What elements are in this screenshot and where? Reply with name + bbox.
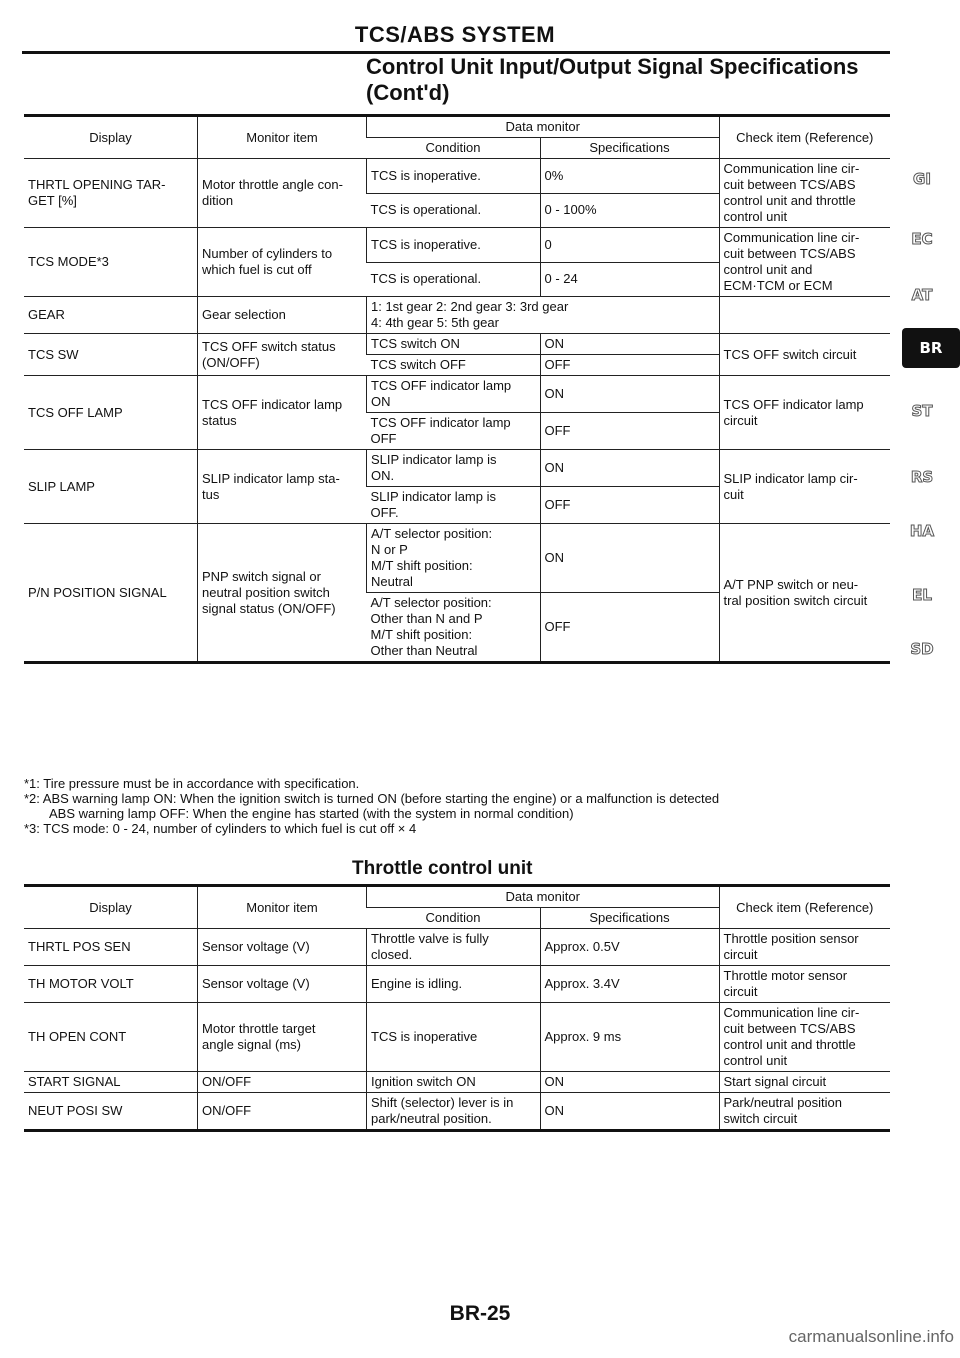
row-display: THRTL OPENING TAR- GET [%] bbox=[24, 159, 198, 228]
row-specification: OFF bbox=[540, 413, 719, 450]
row-check-item: Throttle position sensor circuit bbox=[719, 929, 890, 966]
row-specification: ON bbox=[540, 450, 719, 487]
row-specification: OFF bbox=[540, 487, 719, 524]
row-check-item: TCS OFF switch circuit bbox=[719, 334, 890, 376]
row-condition: Throttle valve is fully closed. bbox=[367, 929, 541, 966]
row-specification: Approx. 3.4V bbox=[540, 966, 719, 1003]
row-monitor-item: TCS OFF switch status (ON/OFF) bbox=[198, 334, 367, 376]
row-monitor-item: ON/OFF bbox=[198, 1093, 367, 1131]
footnote-2: *2: ABS warning lamp ON: When the ignition switch is turned ON (before starting the engine) or a malfunction is detected bbox=[24, 791, 720, 806]
row-specification: 0% bbox=[540, 159, 719, 194]
row-condition: Shift (selector) lever is in park/neutral position. bbox=[367, 1093, 541, 1131]
row-monitor-item: Sensor voltage (V) bbox=[198, 929, 367, 966]
table-row bbox=[24, 1093, 890, 1131]
col-header-condition: Condition bbox=[367, 138, 541, 159]
table-row bbox=[24, 966, 890, 1003]
col-header-monitor-item: Monitor item bbox=[198, 886, 367, 929]
row-check-item: Communication line cir- cuit between TCS/ABS control unit and throttle control unit bbox=[719, 1003, 890, 1072]
row-condition: TCS is inoperative. bbox=[367, 228, 541, 263]
section-tab-at: AT bbox=[911, 286, 933, 304]
row-specification: 0 bbox=[540, 228, 719, 263]
footnote-2-cont: ABS warning lamp OFF: When the engine has started (with the system in normal condition) bbox=[49, 806, 574, 821]
row-condition: TCS is inoperative. bbox=[367, 159, 541, 194]
section-tab-rs: RS bbox=[910, 468, 934, 486]
row-condition: TCS is inoperative bbox=[367, 1003, 541, 1072]
col-header-check-item: Check item (Reference) bbox=[719, 886, 890, 929]
watermark: carmanualsonline.info bbox=[788, 1327, 954, 1346]
col-header-condition: Condition bbox=[367, 908, 541, 929]
row-monitor-item: Motor throttle angle con- dition bbox=[198, 159, 367, 228]
row-condition: TCS OFF indicator lamp ON bbox=[367, 376, 541, 413]
table-row bbox=[24, 334, 890, 355]
col-header-check-item: Check item (Reference) bbox=[719, 116, 890, 159]
table-row bbox=[24, 1003, 890, 1072]
page-number: BR-25 bbox=[449, 1302, 511, 1325]
row-display: TCS OFF LAMP bbox=[24, 376, 198, 450]
row-specification: ON bbox=[540, 1093, 719, 1131]
row-check-item: TCS OFF indicator lamp circuit bbox=[719, 376, 890, 450]
col-header-data-monitor: Data monitor bbox=[367, 116, 720, 138]
row-display: NEUT POSI SW bbox=[24, 1093, 198, 1131]
row-monitor-item: Sensor voltage (V) bbox=[198, 966, 367, 1003]
row-condition: TCS is operational. bbox=[367, 193, 541, 228]
system-title: TCS/ABS SYSTEM bbox=[354, 22, 556, 47]
section-tab-st: ST bbox=[911, 402, 933, 420]
row-check-item: Communication line cir- cuit between TCS/ABS control unit and throttle control unit bbox=[719, 159, 890, 228]
col-header-data-monitor: Data monitor bbox=[367, 886, 720, 908]
row-monitor-item: Motor throttle target angle signal (ms) bbox=[198, 1003, 367, 1072]
col-header-specifications: Specifications bbox=[540, 908, 719, 929]
row-specification: ON bbox=[540, 376, 719, 413]
row-condition: Engine is idling. bbox=[367, 966, 541, 1003]
row-display: THRTL POS SEN bbox=[24, 929, 198, 966]
row-monitor-item: ON/OFF bbox=[198, 1072, 367, 1093]
col-header-display: Display bbox=[24, 116, 198, 159]
col-header-display: Display bbox=[24, 886, 198, 929]
row-monitor-item: Number of cylinders to which fuel is cut off bbox=[198, 228, 367, 297]
section-tab-ec: EC bbox=[911, 230, 933, 248]
section2-title: Throttle control unit bbox=[352, 858, 533, 879]
section-title bbox=[366, 54, 859, 106]
row-condition: Ignition switch ON bbox=[367, 1072, 541, 1093]
row-condition: TCS is operational. bbox=[367, 262, 541, 297]
row-check-item: SLIP indicator lamp cir- cuit bbox=[719, 450, 890, 524]
section-title-line1: Control Unit Input/Output Signal Specifications bbox=[366, 54, 859, 79]
row-check-item bbox=[719, 297, 890, 334]
row-specification: Approx. 9 ms bbox=[540, 1003, 719, 1072]
table-row bbox=[24, 228, 890, 263]
row-display: TH MOTOR VOLT bbox=[24, 966, 198, 1003]
section-title-line2: (Cont'd) bbox=[366, 80, 450, 105]
throttle-control-table bbox=[24, 884, 890, 1132]
col-header-specifications: Specifications bbox=[540, 138, 719, 159]
row-specification: ON bbox=[540, 524, 719, 593]
section-tab-ha: HA bbox=[909, 522, 935, 540]
row-check-item: Start signal circuit bbox=[719, 1072, 890, 1093]
row-specification: 0 - 24 bbox=[540, 262, 719, 297]
row-condition: SLIP indicator lamp is ON. bbox=[367, 450, 541, 487]
row-check-item: Communication line cir- cuit between TCS/ABS control unit and ECM·TCM or ECM bbox=[719, 228, 890, 297]
row-specification: 0 - 100% bbox=[540, 193, 719, 228]
row-data-monitor: 1: 1st gear 2: 2nd gear 3: 3rd gear 4: 4th gear 5: 5th gear bbox=[367, 297, 720, 334]
table-row bbox=[24, 524, 890, 593]
row-monitor-item: PNP switch signal or neutral position switch signal status (ON/OFF) bbox=[198, 524, 367, 663]
table-row bbox=[24, 297, 890, 334]
row-condition: TCS switch ON bbox=[367, 334, 541, 355]
table-row bbox=[24, 450, 890, 487]
row-display: TCS SW bbox=[24, 334, 198, 376]
row-monitor-item: Gear selection bbox=[198, 297, 367, 334]
section-tab-el: EL bbox=[912, 586, 932, 604]
row-display: TH OPEN CONT bbox=[24, 1003, 198, 1072]
row-condition: A/T selector position: N or P M/T shift position: Neutral bbox=[367, 524, 541, 593]
footnotes bbox=[24, 776, 904, 836]
row-display: P/N POSITION SIGNAL bbox=[24, 524, 198, 663]
row-monitor-item: SLIP indicator lamp sta- tus bbox=[198, 450, 367, 524]
footnote-3: *3: TCS mode: 0 - 24, number of cylinders to which fuel is cut off × 4 bbox=[24, 821, 417, 836]
row-condition: SLIP indicator lamp is OFF. bbox=[367, 487, 541, 524]
row-specification: ON bbox=[540, 1072, 719, 1093]
row-condition: TCS switch OFF bbox=[367, 355, 541, 376]
row-display: SLIP LAMP bbox=[24, 450, 198, 524]
row-check-item: Throttle motor sensor circuit bbox=[719, 966, 890, 1003]
row-specification: OFF bbox=[540, 593, 719, 663]
row-specification: ON bbox=[540, 334, 719, 355]
row-specification: OFF bbox=[540, 355, 719, 376]
table-row bbox=[24, 929, 890, 966]
row-display: GEAR bbox=[24, 297, 198, 334]
row-condition: TCS OFF indicator lamp OFF bbox=[367, 413, 541, 450]
row-display: START SIGNAL bbox=[24, 1072, 198, 1093]
row-check-item: Park/neutral position switch circuit bbox=[719, 1093, 890, 1131]
section-tab-sd: SD bbox=[910, 640, 934, 658]
row-check-item: A/T PNP switch or neu- tral position switch circuit bbox=[719, 524, 890, 663]
signal-spec-table bbox=[24, 114, 890, 664]
row-specification: Approx. 0.5V bbox=[540, 929, 719, 966]
section-tab-br: BR bbox=[902, 328, 960, 368]
section-tab-gi: GI bbox=[913, 170, 931, 188]
table-row bbox=[24, 376, 890, 413]
footnote-1: *1: Tire pressure must be in accordance with specification. bbox=[24, 776, 360, 791]
row-condition: A/T selector position: Other than N and P M/T shift position: Other than Neutral bbox=[367, 593, 541, 663]
table-row bbox=[24, 1072, 890, 1093]
row-display: TCS MODE*3 bbox=[24, 228, 198, 297]
table-row bbox=[24, 159, 890, 194]
row-monitor-item: TCS OFF indicator lamp status bbox=[198, 376, 367, 450]
col-header-monitor-item: Monitor item bbox=[198, 116, 367, 159]
